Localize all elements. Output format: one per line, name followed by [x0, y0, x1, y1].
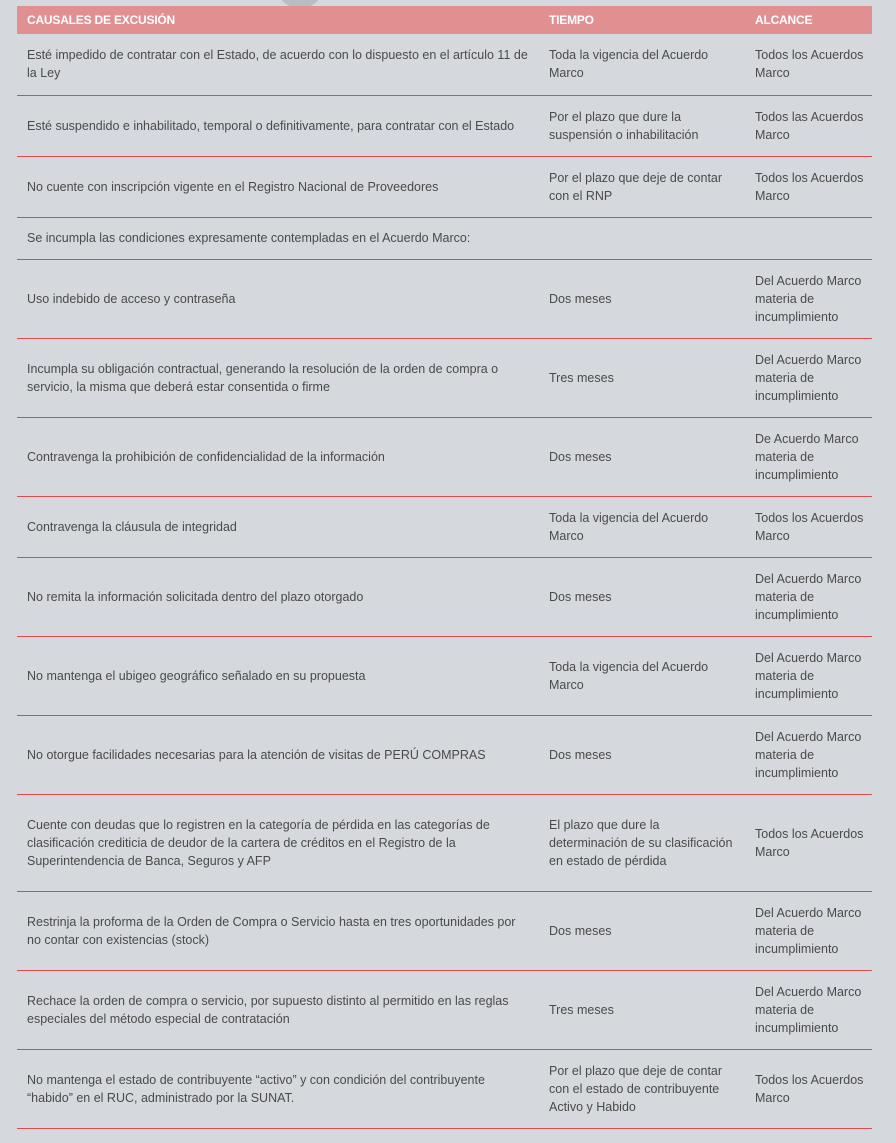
cell-tiempo: Tres meses — [539, 970, 745, 1049]
cell-tiempo: Tres meses — [539, 338, 745, 417]
cell-causal: No mantenga el ubigeo geográfico señalado en su propuesta — [17, 636, 539, 715]
cell-alcance: Del Acuerdo Marco materia de incumplimiento — [745, 338, 872, 417]
cell-causal: Uso indebido de acceso y contraseña — [17, 259, 539, 338]
cell-alcance: Del Acuerdo Marco materia de incumplimiento — [745, 636, 872, 715]
cell-tiempo: Por el plazo que deje de contar con el RNP — [539, 156, 745, 217]
cell-causal: No otorgue facilidades necesarias para la atención de visitas de PERÚ COMPRAS — [17, 715, 539, 794]
table-row — [17, 217, 872, 259]
cell-tiempo: Toda la vigencia del Acuerdo Marco — [539, 34, 745, 95]
table-row — [17, 95, 872, 156]
cell-alcance: Del Acuerdo Marco materia de incumplimiento — [745, 259, 872, 338]
cell-causal: Restrinja la proforma de la Orden de Compra o Servicio hasta en tres oportunidades por no contar con existencias (stock) — [17, 891, 539, 970]
cell-tiempo: Dos meses — [539, 891, 745, 970]
table-row — [17, 715, 872, 794]
cell-alcance: De Acuerdo Marco materia de incumplimiento — [745, 417, 872, 496]
table-row — [17, 417, 872, 496]
cell-tiempo: Dos meses — [539, 557, 745, 636]
table-row — [17, 970, 872, 1049]
cell-tiempo: Por el plazo que deje de contar con el estado de contribuyente Activo y Habido — [539, 1049, 745, 1128]
table-row — [17, 636, 872, 715]
table-row — [17, 1049, 872, 1128]
cell-causal: No mantenga el estado de contribuyente “activo” y con condición del contribuyente “habido” en el RUC, administrado por la SUNAT. — [17, 1049, 539, 1128]
cell-alcance: Del Acuerdo Marco materia de incumplimiento — [745, 970, 872, 1049]
cell-alcance: Todos los Acuerdos Marco — [745, 794, 872, 891]
cell-causal: Contravenga la prohibición de confidencialidad de la información — [17, 417, 539, 496]
cell-alcance: Todos los Acuerdos Marco — [745, 156, 872, 217]
cell-tiempo: Por el plazo que dure la suspensión o inhabilitación — [539, 95, 745, 156]
cell-tiempo: Toda la vigencia del Acuerdo Marco — [539, 636, 745, 715]
cell-causal: No remita la información solicitada dentro del plazo otorgado — [17, 557, 539, 636]
cell-alcance: Todos las Acuerdos Marco — [745, 95, 872, 156]
cell-alcance: Del Acuerdo Marco materia de incumplimiento — [745, 715, 872, 794]
table-row — [17, 557, 872, 636]
table-header-row — [17, 6, 872, 34]
cell-causal: Esté suspendido e inhabilitado, temporal o definitivamente, para contratar con el Estado — [17, 95, 539, 156]
header-causales: CAUSALES DE EXCUSIÓN — [27, 13, 176, 27]
table-row — [17, 259, 872, 338]
cell-alcance: Del Acuerdo Marco materia de incumplimiento — [745, 557, 872, 636]
cell-causal: Cuente con deudas que lo registren en la categoría de pérdida en las categorías de clasificación crediticia de deudor de la cartera de créditos en el Registro de la Superintendencia de Banca, Seguros y AFP — [17, 794, 539, 891]
table-row — [17, 34, 872, 95]
cell-tiempo: Dos meses — [539, 417, 745, 496]
table-row — [17, 338, 872, 417]
cell-tiempo: Toda la vigencia del Acuerdo Marco — [539, 496, 745, 557]
cell-tiempo: Dos meses — [539, 259, 745, 338]
cell-causal: Esté impedido de contratar con el Estado, de acuerdo con lo dispuesto en el artículo 11 de la Ley — [17, 34, 539, 95]
cell-causal: Se incumpla las condiciones expresamente contempladas en el Acuerdo Marco: — [17, 217, 539, 259]
cell-alcance: Todos los Acuerdos Marco — [745, 1049, 872, 1128]
cell-causal: Contravenga la cláusula de integridad — [17, 496, 539, 557]
table-row — [17, 156, 872, 217]
cell-alcance — [745, 217, 872, 259]
cell-causal: No cuente con inscripción vigente en el Registro Nacional de Proveedores — [17, 156, 539, 217]
header-alcance: ALCANCE — [755, 13, 813, 27]
table-row — [17, 794, 872, 891]
cell-causal: Rechace la orden de compra o servicio, por supuesto distinto al permitido en las reglas especiales del método especial de contratación — [17, 970, 539, 1049]
exclusion-causes-table — [17, 6, 872, 1129]
cell-alcance: Todos los Acuerdos Marco — [745, 496, 872, 557]
cell-tiempo: Dos meses — [539, 715, 745, 794]
cell-tiempo: El plazo que dure la determinación de su clasificación en estado de pérdida — [539, 794, 745, 891]
cell-alcance: Todos los Acuerdos Marco — [745, 34, 872, 95]
table-row — [17, 891, 872, 970]
cell-causal: Incumpla su obligación contractual, generando la resolución de la orden de compra o servicio, la misma que deberá estar consentida o firme — [17, 338, 539, 417]
cell-tiempo — [539, 217, 745, 259]
header-tiempo: TIEMPO — [549, 13, 594, 27]
table-row — [17, 496, 872, 557]
cell-alcance: Del Acuerdo Marco materia de incumplimiento — [745, 891, 872, 970]
